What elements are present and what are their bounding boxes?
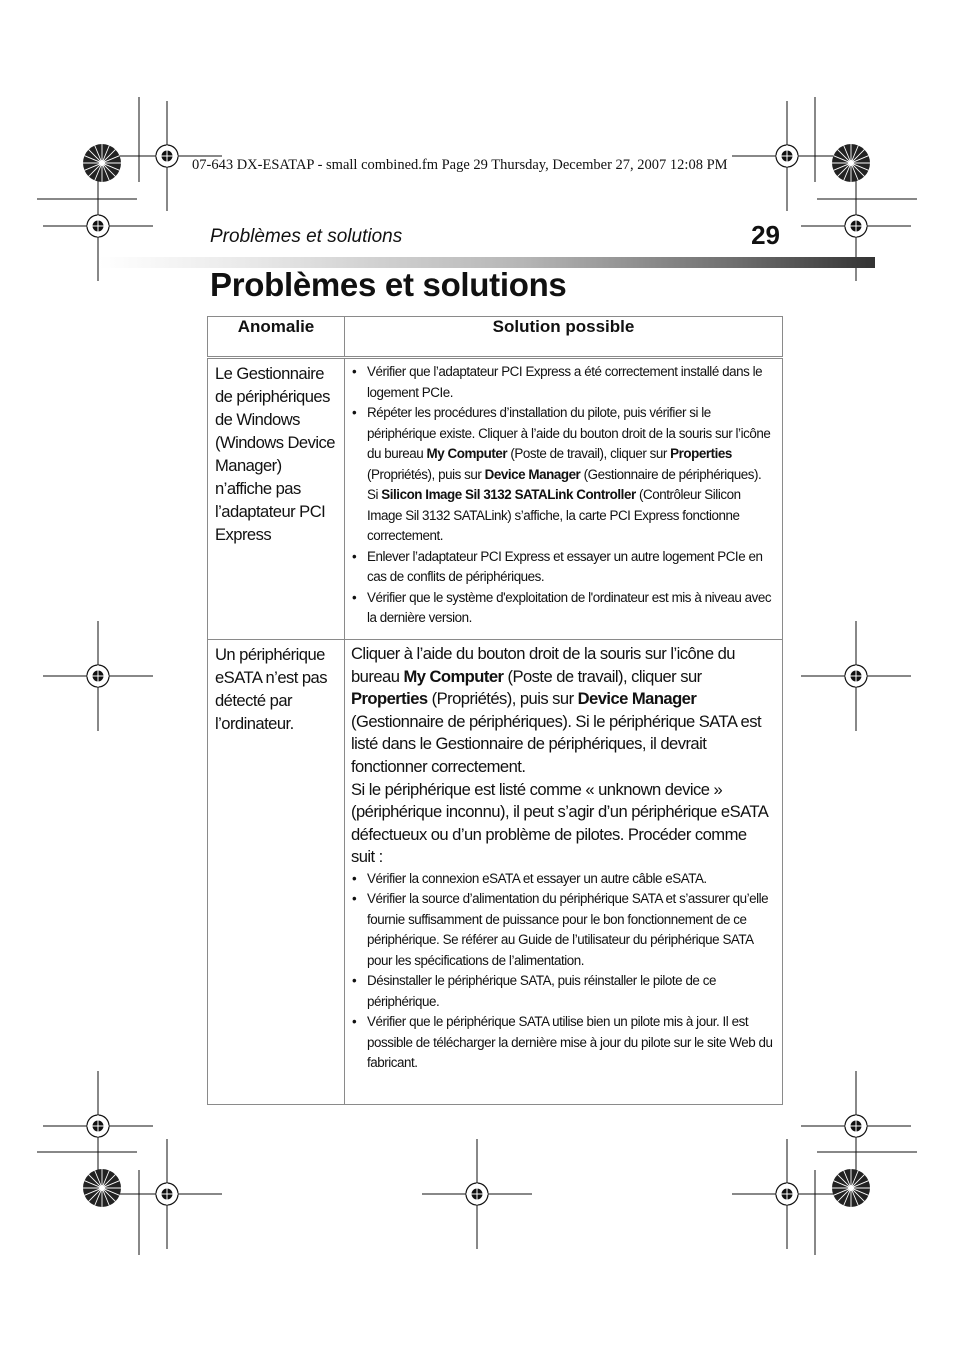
solution-cell — [345, 358, 783, 640]
page-number: 29 — [751, 220, 780, 250]
table-row — [208, 358, 783, 640]
list-item: • Vérifier que le périphérique SATA utilise bien un pilote mis à jour. Il est possible de télécharger la dernière mise à jour du pilote sur le site Web du fabricant. — [351, 1012, 774, 1074]
solution-paragraph: Cliquer à l’aide du bouton droit de la souris sur l’icône du bureau My Computer (Poste de travail), cliquer sur Properties (Propriétés), puis sur Device Manager (Gestionnaire de périphériques). Si le périphérique SATA est listé dans le Gestionnaire de périphériques, il devrait fonctionner correctement. — [351, 644, 762, 776]
column-header-anomalie: Anomalie — [208, 317, 345, 358]
list-item: • Enlever l’adaptateur PCI Express et essayer un autre logement PCIe en cas de conflits de périphériques. — [351, 547, 774, 588]
solution-paragraph: Si le périphérique est listé comme « unknown device » (périphérique inconnu), il peut s’agir d’un périphérique eSATA défectueux ou d’un problème de pilotes. Procéder comme suit : — [351, 779, 768, 867]
list-item: • Vérifier que l’adaptateur PCI Express a été correctement installé dans le logement PCIe. — [351, 362, 774, 403]
list-item: • Vérifier que le système d'exploitation de l'ordinateur est mis à niveau avec la dernière version. — [351, 588, 774, 629]
solution-bullet-list — [351, 362, 774, 629]
list-item: • Répéter les procédures d’installation du pilote, puis vérifier si le périphérique existe. Cliquer à l’aide du bouton droit de la souris sur l’icône du bureau My Computer (Poste de travail), cliquer sur Properties (Propriétés), puis sur Device Manager (Gestionnaire de périphériques). Si Silicon Image Sil 3132 SATALink Controller (Contrôleur Silicon Image Sil 3132 SATALink) s’affiche, la carte PCI Express fonctionne correctement. — [351, 403, 774, 547]
solution-cell — [345, 640, 783, 1105]
list-item: • Désinstaller le périphérique SATA, puis réinstaller le pilote de ce périphérique. — [351, 971, 774, 1012]
table-header-row — [208, 317, 783, 358]
print-slug: 07-643 DX-ESATAP - small combined.fm Page 29 Thursday, December 27, 2007 12:08 PM — [192, 157, 728, 173]
anomalie-cell: Le Gestionnaire de périphériques de Windows (Windows Device Manager) n’affiche pas l’adaptateur PCI Express — [208, 358, 345, 640]
solution-bullet-list — [351, 869, 774, 1074]
page-title: Problèmes et solutions — [210, 266, 567, 303]
troubleshooting-table — [207, 316, 783, 1105]
table-row — [208, 640, 783, 1105]
list-item: • Vérifier la connexion eSATA et essayer un autre câble eSATA. — [351, 869, 774, 890]
anomalie-cell: Un périphérique eSATA n’est pas détecté par l’ordinateur. — [208, 640, 345, 1105]
list-item: • Vérifier la source d’alimentation du périphérique SATA et s’assurer qu’elle fournie suffisamment de puissance pour le bon fonctionnement de ce périphérique. Se référer au Guide de l’utilisateur du périphérique SATA pour les spécifications de l’alimentation. — [351, 889, 774, 971]
running-head: Problèmes et solutions — [210, 226, 403, 247]
column-header-solution: Solution possible — [345, 317, 783, 358]
